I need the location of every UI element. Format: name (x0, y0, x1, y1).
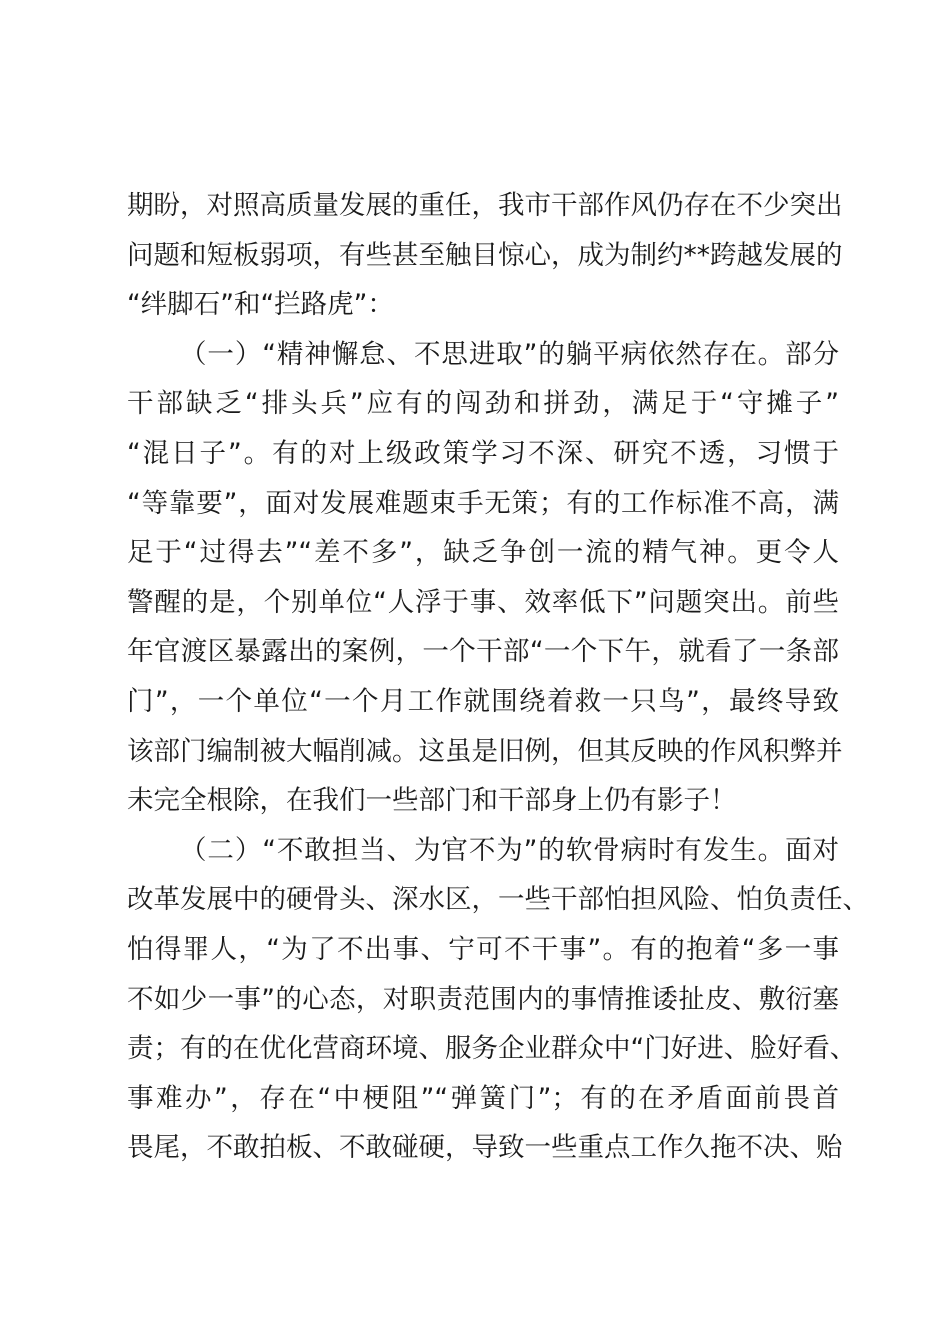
section-1-line-7: 年官渡区暴露出的案例，一个干部“一个下午，就看了一条部 (127, 636, 839, 668)
section-1-line-6: 警醒的是，个别单位“人浮于事、效率低下”问题突出。前些 (127, 586, 839, 618)
section-2-line-6: 事难办”，存在“中梗阻”“弹簧门”；有的在矛盾面前畏首 (127, 1082, 839, 1114)
paragraph-intro-line-2: 问题和短板弱项，有些甚至触目惊心，成为制约**跨越发展的 (127, 239, 843, 271)
section-1-heading-line: （一）“精神懈怠、不思进取”的躺平病依然存在。部分 (180, 338, 839, 370)
section-2-heading-line: （二）“不敢担当、为官不为”的软骨病时有发生。面对 (180, 834, 839, 866)
paragraph-intro-line-1: 期盼，对照高质量发展的重任，我市干部作风仍存在不少突出 (127, 190, 843, 221)
section-2-line-5: 责；有的在优化营商环境、服务企业群众中“门好进、脸好看、 (127, 1033, 857, 1065)
section-1-line-10: 未完全根除，在我们一些部门和干部身上仍有影子！ (127, 785, 737, 817)
section-1-line-5: 足于“过得去”“差不多”，缺乏争创一流的精气神。更令人 (127, 537, 839, 569)
paragraph-intro-line-3: “绊脚石”和“拦路虎”： (127, 289, 394, 321)
section-1-line-9: 该部门编制被大幅削减。这虽是旧例，但其反映的作风积弊并 (127, 735, 843, 767)
document-body (127, 181, 869, 1173)
section-1-line-3: “混日子”。有的对上级政策学习不深、研究不透，习惯于 (127, 437, 839, 469)
section-1-line-4: “等靠要”，面对发展难题束手无策；有的工作标准不高，满 (127, 487, 839, 519)
section-1-line-2: 干部缺乏“排头兵”应有的闯劲和拼劲，满足于“守摊子” (127, 388, 839, 420)
section-2-line-2: 改革发展中的硬骨头、深水区，一些干部怕担风险、怕负责任、 (127, 884, 869, 916)
section-1-line-8: 门”，一个单位“一个月工作就围绕着救一只鸟”，最终导致 (127, 685, 839, 717)
section-2-line-3: 怕得罪人，“为了不出事、宁可不干事”。有的抱着“多一事 (127, 933, 839, 965)
section-2-line-4: 不如少一事”的心态，对职责范围内的事情推诿扯皮、敷衍塞 (127, 983, 839, 1015)
section-2-line-7: 畏尾，不敢拍板、不敢碰硬，导致一些重点工作久拖不决、贻 (127, 1132, 843, 1164)
